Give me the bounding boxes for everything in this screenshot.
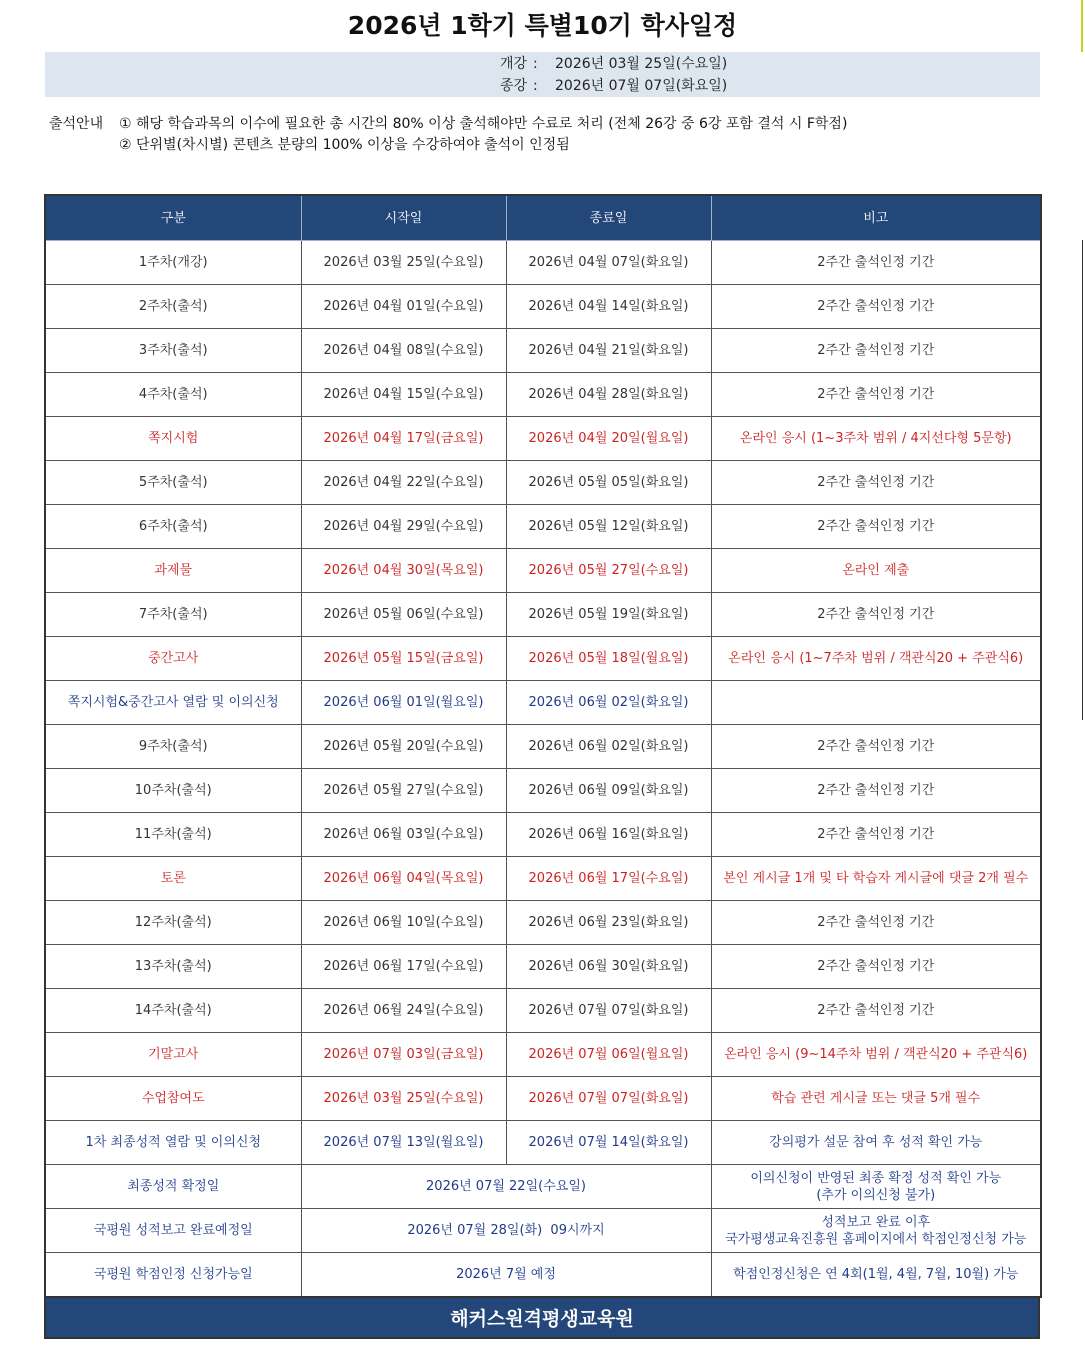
- row-note-line: 이의신청이 반영된 최종 확정 성적 확인 가능: [750, 1170, 1002, 1186]
- row-note: 2주간 출석인정 기간: [711, 725, 1041, 769]
- closing-date-line: [45, 76, 1040, 96]
- closing-colon: :: [533, 78, 538, 94]
- row-category: 1주차(개강): [45, 241, 301, 285]
- opening-date-line: [45, 54, 1040, 74]
- row-category: 최종성적 확정일: [45, 1165, 301, 1209]
- attendance-item: ① 해당 학습과목의 이수에 필요한 총 시간의 80% 이상 출석해야만 수료로 처리 (전체 26강 중 6강 포함 결석 시 F학점): [119, 116, 848, 132]
- row-category: 토론: [45, 857, 301, 901]
- row-category: 6주차(출석): [45, 505, 301, 549]
- table-row: [45, 461, 1041, 505]
- attendance-item: ② 단위별(차시별) 콘텐츠 분량의 100% 이상을 수강하여야 출석이 인정됨: [119, 137, 570, 153]
- closing-label: 종강: [500, 78, 528, 94]
- row-category: 2주차(출석): [45, 285, 301, 329]
- row-note: 강의평가 설문 참여 후 성적 확인 가능: [711, 1121, 1041, 1165]
- row-start-date: 2026년 06월 17일(수요일): [301, 945, 506, 989]
- row-note-line: (추가 이의신청 불가): [816, 1187, 936, 1203]
- row-start-date: 2026년 03월 25일(수요일): [301, 1077, 506, 1121]
- row-note: 2주간 출석인정 기간: [711, 505, 1041, 549]
- row-end-date: 2026년 04월 20일(월요일): [506, 417, 711, 461]
- row-note: 2주간 출석인정 기간: [711, 901, 1041, 945]
- row-end-date: 2026년 05월 05일(화요일): [506, 461, 711, 505]
- row-note: 2주간 출석인정 기간: [711, 373, 1041, 417]
- row-category: 기말고사: [45, 1033, 301, 1077]
- table-row: [45, 1121, 1041, 1165]
- table-row: [45, 373, 1041, 417]
- footer-institution: 해커스원격평생교육원: [44, 1296, 1040, 1339]
- row-category: 12주차(출석): [45, 901, 301, 945]
- row-category: 중간고사: [45, 637, 301, 681]
- row-date: 2026년 7월 예정: [301, 1253, 711, 1298]
- row-end-date: 2026년 06월 23일(화요일): [506, 901, 711, 945]
- row-category: 4주차(출석): [45, 373, 301, 417]
- row-note: [711, 681, 1041, 725]
- row-category: 1차 최종성적 열람 및 이의신청: [45, 1121, 301, 1165]
- row-note: [711, 1165, 1041, 1209]
- row-end-date: 2026년 06월 17일(수요일): [506, 857, 711, 901]
- row-category: 국평원 성적보고 완료예정일: [45, 1209, 301, 1253]
- row-start-date: 2026년 04월 08일(수요일): [301, 329, 506, 373]
- row-end-date: 2026년 05월 18일(월요일): [506, 637, 711, 681]
- row-start-date: 2026년 04월 30일(목요일): [301, 549, 506, 593]
- edge-mark-side: [1082, 240, 1083, 720]
- table-row: [45, 1253, 1041, 1298]
- row-start-date: 2026년 05월 15일(금요일): [301, 637, 506, 681]
- row-category: 과제물: [45, 549, 301, 593]
- table-row: [45, 857, 1041, 901]
- row-note: 2주간 출석인정 기간: [711, 285, 1041, 329]
- row-end-date: 2026년 05월 12일(화요일): [506, 505, 711, 549]
- row-note: 2주간 출석인정 기간: [711, 813, 1041, 857]
- table-row: [45, 241, 1041, 285]
- row-note: 온라인 응시 (1~3주차 범위 / 4지선다형 5문항): [711, 417, 1041, 461]
- row-start-date: 2026년 05월 27일(수요일): [301, 769, 506, 813]
- row-start-date: 2026년 05월 20일(수요일): [301, 725, 506, 769]
- table-row: [45, 1033, 1041, 1077]
- table-row: [45, 681, 1041, 725]
- schedule-body: [45, 241, 1041, 1298]
- row-note: 온라인 응시 (9~14주차 범위 / 객관식20 + 주관식6): [711, 1033, 1041, 1077]
- row-category: 쪽지시험: [45, 417, 301, 461]
- row-note: 본인 게시글 1개 및 타 학습자 게시글에 댓글 2개 필수: [711, 857, 1041, 901]
- table-row: [45, 637, 1041, 681]
- row-end-date: 2026년 06월 02일(화요일): [506, 725, 711, 769]
- row-category: 13주차(출석): [45, 945, 301, 989]
- table-row: [45, 813, 1041, 857]
- row-category: 14주차(출석): [45, 989, 301, 1033]
- row-start-date: 2026년 06월 24일(수요일): [301, 989, 506, 1033]
- table-row: [45, 1165, 1041, 1209]
- table-header-row: [45, 195, 1041, 241]
- row-note: 2주간 출석인정 기간: [711, 461, 1041, 505]
- row-note: 2주간 출석인정 기간: [711, 593, 1041, 637]
- row-end-date: 2026년 07월 06일(월요일): [506, 1033, 711, 1077]
- row-start-date: 2026년 07월 13일(월요일): [301, 1121, 506, 1165]
- table-row: [45, 593, 1041, 637]
- schedule-table: [44, 194, 1042, 1298]
- row-start-date: 2026년 05월 06일(수요일): [301, 593, 506, 637]
- row-note: 2주간 출석인정 기간: [711, 945, 1041, 989]
- row-note: 2주간 출석인정 기간: [711, 769, 1041, 813]
- table-row: [45, 1077, 1041, 1121]
- row-category: 10주차(출석): [45, 769, 301, 813]
- row-end-date: 2026년 04월 28일(화요일): [506, 373, 711, 417]
- row-end-date: 2026년 04월 14일(화요일): [506, 285, 711, 329]
- row-end-date: 2026년 06월 02일(화요일): [506, 681, 711, 725]
- row-start-date: 2026년 06월 04일(목요일): [301, 857, 506, 901]
- table-row: [45, 725, 1041, 769]
- row-note: 2주간 출석인정 기간: [711, 329, 1041, 373]
- table-row: [45, 769, 1041, 813]
- row-category: 9주차(출석): [45, 725, 301, 769]
- row-note: 학습 관련 게시글 또는 댓글 5개 필수: [711, 1077, 1041, 1121]
- table-row: [45, 285, 1041, 329]
- row-end-date: 2026년 04월 21일(화요일): [506, 329, 711, 373]
- row-start-date: 2026년 06월 10일(수요일): [301, 901, 506, 945]
- table-row: [45, 989, 1041, 1033]
- row-end-date: 2026년 07월 07일(화요일): [506, 989, 711, 1033]
- row-note: 온라인 응시 (1~7주차 범위 / 객관식20 + 주관식6): [711, 637, 1041, 681]
- row-start-date: 2026년 06월 03일(수요일): [301, 813, 506, 857]
- row-category: 11주차(출석): [45, 813, 301, 857]
- row-category: 7주차(출석): [45, 593, 301, 637]
- row-note-line: 국가평생교육진흥원 홈페이지에서 학점인정신청 가능: [725, 1231, 1027, 1247]
- row-category: 국평원 학점인정 신청가능일: [45, 1253, 301, 1298]
- row-end-date: 2026년 06월 09일(화요일): [506, 769, 711, 813]
- table-row: [45, 417, 1041, 461]
- row-start-date: 2026년 04월 15일(수요일): [301, 373, 506, 417]
- row-start-date: 2026년 04월 17일(금요일): [301, 417, 506, 461]
- table-row: [45, 329, 1041, 373]
- term-dates-box: [45, 52, 1040, 97]
- row-start-date: 2026년 04월 01일(수요일): [301, 285, 506, 329]
- row-date: 2026년 07월 28일(화) 09시까지: [301, 1209, 711, 1253]
- row-end-date: 2026년 07월 14일(화요일): [506, 1121, 711, 1165]
- row-note: [711, 1253, 1041, 1298]
- row-start-date: 2026년 03월 25일(수요일): [301, 241, 506, 285]
- row-note: 2주간 출석인정 기간: [711, 989, 1041, 1033]
- row-start-date: 2026년 07월 03일(금요일): [301, 1033, 506, 1077]
- row-note: [711, 1209, 1041, 1253]
- attendance-items: [119, 114, 847, 156]
- column-header: 시작일: [301, 195, 506, 241]
- column-header: 구분: [45, 195, 301, 241]
- row-end-date: 2026년 06월 16일(화요일): [506, 813, 711, 857]
- row-start-date: 2026년 04월 22일(수요일): [301, 461, 506, 505]
- row-category: 3주차(출석): [45, 329, 301, 373]
- attendance-heading: 출석안내: [49, 116, 104, 132]
- row-note: 온라인 제출: [711, 549, 1041, 593]
- row-category: 수업참여도: [45, 1077, 301, 1121]
- table-row: [45, 945, 1041, 989]
- row-date: 2026년 07월 22일(수요일): [301, 1165, 711, 1209]
- column-header: 비고: [711, 195, 1041, 241]
- page-title: 2026년 1학기 특별10기 학사일정: [347, 11, 738, 40]
- table-row: [45, 1209, 1041, 1253]
- opening-date: 2026년 03월 25일(수요일): [555, 56, 728, 72]
- row-note-line: 학점인정신청은 연 4회(1월, 4월, 7월, 10월) 가능: [733, 1267, 1019, 1282]
- table-row: [45, 505, 1041, 549]
- row-note: 2주간 출석인정 기간: [711, 241, 1041, 285]
- row-end-date: 2026년 07월 07일(화요일): [506, 1077, 711, 1121]
- row-note-line: 성적보고 완료 이후: [821, 1214, 931, 1230]
- column-header: 종료일: [506, 195, 711, 241]
- row-category: 쪽지시험&중간고사 열람 및 이의신청: [45, 681, 301, 725]
- row-end-date: 2026년 05월 27일(수요일): [506, 549, 711, 593]
- row-start-date: 2026년 04월 29일(수요일): [301, 505, 506, 549]
- closing-date: 2026년 07월 07일(화요일): [555, 78, 728, 94]
- row-end-date: 2026년 06월 30일(화요일): [506, 945, 711, 989]
- table-row: [45, 901, 1041, 945]
- row-start-date: 2026년 06월 01일(월요일): [301, 681, 506, 725]
- table-row: [45, 549, 1041, 593]
- opening-label: 개강: [500, 56, 528, 72]
- opening-colon: :: [533, 56, 538, 72]
- row-end-date: 2026년 04월 07일(화요일): [506, 241, 711, 285]
- row-category: 5주차(출석): [45, 461, 301, 505]
- row-end-date: 2026년 05월 19일(화요일): [506, 593, 711, 637]
